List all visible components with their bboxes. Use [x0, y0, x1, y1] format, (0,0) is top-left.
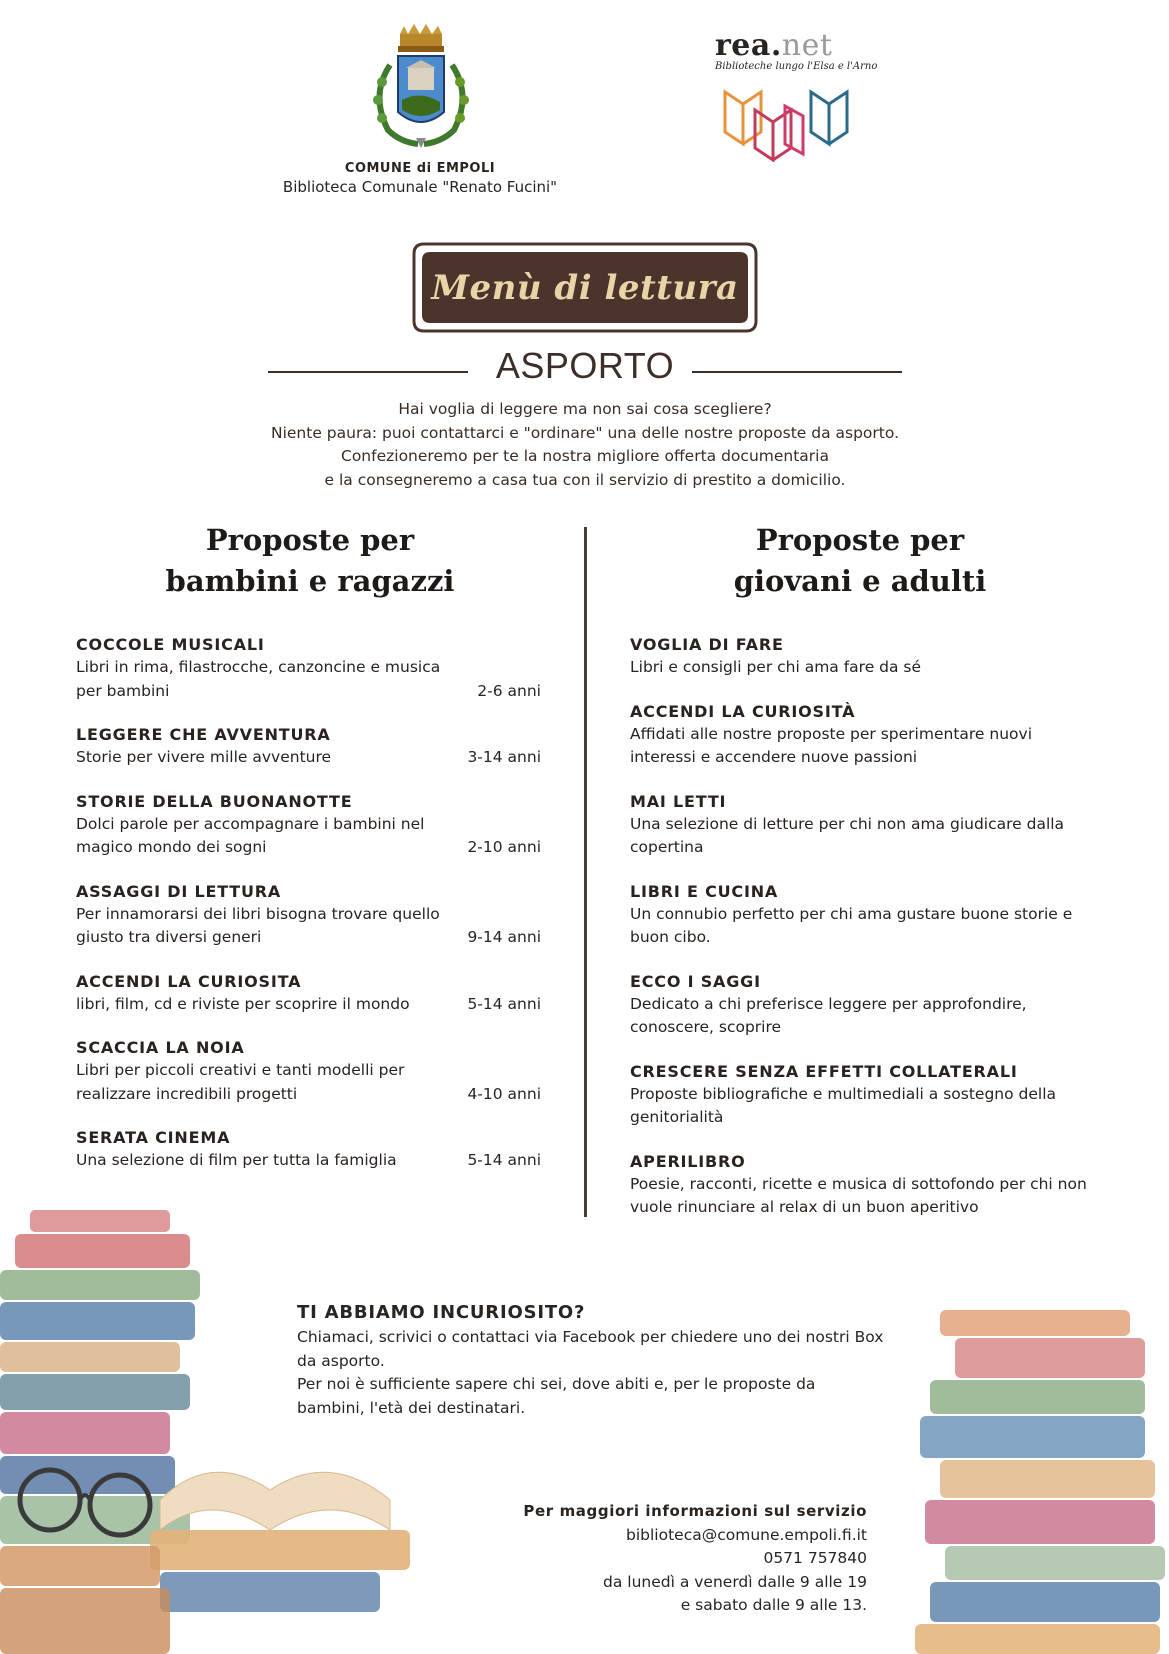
list-item: [630, 1061, 1100, 1130]
contact-info: [460, 1500, 867, 1618]
menu-title: Menù di lettura: [431, 267, 739, 308]
books-logo-icon: [715, 82, 855, 162]
item-title: SCACCIA LA NOIA: [76, 1038, 245, 1057]
item-description: Libri e consigli per chi ama fare da sé: [630, 658, 922, 676]
item-description: libri, film, cd e riviste per scoprire il mondo: [76, 994, 410, 1013]
library-name: Biblioteca Comunale "Renato Fucini": [282, 178, 558, 196]
item-title: ECCO I SAGGI: [630, 971, 761, 991]
contact-hours: e sabato dalle 9 alle 13.: [680, 1596, 867, 1614]
item-age: 9-14 anni: [467, 928, 541, 946]
item-description: Storie per vivere mille avventure: [76, 748, 332, 766]
list-item: [630, 791, 1100, 860]
item-title: MAI LETTI: [630, 791, 727, 811]
list-item: [630, 634, 1100, 680]
item-description: Affidati alle nostre proposte per sperimentare nuovi interessi e accendere nuove passioni: [630, 724, 1033, 766]
item-description: Una selezione di letture per chi non ama giudicare dalla copertina: [630, 814, 1065, 856]
item-description: Proposte bibliografiche e multimediali a sostegno della genitorialità: [630, 1084, 1057, 1126]
intro-text: [200, 398, 970, 492]
comune-name: COMUNE di EMPOLI: [344, 161, 496, 176]
item-age: 2-10 anni: [467, 838, 541, 856]
item-age: 2-6 anni: [477, 681, 541, 700]
list-item: [76, 1037, 541, 1106]
list-item: [76, 1127, 541, 1173]
item-age: 5-14 anni: [467, 1151, 541, 1169]
column-divider: [584, 527, 587, 1217]
left-column-title: [100, 520, 520, 602]
reanet-logo: [715, 28, 915, 166]
item-description: Per innamorarsi dei libri bisogna trovare quello giusto tra diversi generi: [76, 904, 440, 946]
right-title-line: giovani e adulti: [733, 564, 987, 598]
left-items-list: [76, 634, 541, 1194]
curious-title: TI ABBIAMO INCURIOSITO?: [297, 1302, 586, 1323]
item-title: ACCENDI LA CURIOSITÀ: [630, 701, 856, 721]
item-age: 3-14 anni: [467, 748, 541, 766]
comune-header: [255, 20, 585, 196]
intro-line: Niente paura: puoi contattarci e "ordinare" una delle nostre proposte da asporto.: [271, 423, 899, 442]
left-title-line: Proposte per: [205, 523, 415, 557]
reanet-title-accent: net: [781, 28, 833, 63]
curious-paragraph: Chiamaci, scrivici o contattaci via Facebook per chiedere uno dei nostri Box da asporto.: [297, 1328, 884, 1370]
item-title: LEGGERE CHE AVVENTURA: [76, 725, 331, 744]
item-age: 5-14 anni: [467, 994, 541, 1013]
asporto-label: ASPORTO: [495, 345, 675, 386]
reanet-title: [715, 28, 915, 63]
list-item: [76, 881, 541, 950]
list-item: [76, 971, 541, 1017]
left-title-line: bambini e ragazzi: [165, 564, 455, 598]
contact-hours: da lunedì a venerdì dalle 9 alle 19: [603, 1572, 867, 1591]
right-column-title: [640, 520, 1080, 602]
item-title: CRESCERE SENZA EFFETTI COLLATERALI: [630, 1061, 1018, 1081]
list-item: [76, 634, 541, 703]
intro-line: Confezioneremo per te la nostra migliore offerta documentaria: [341, 447, 829, 465]
list-item: [76, 791, 541, 860]
right-title-line: Proposte per: [755, 523, 965, 557]
list-item: [630, 971, 1100, 1040]
curious-paragraph: Per noi è sufficiente sapere chi sei, dove abiti e, per le proposte da bambini, l'età dei destinatari.: [297, 1375, 816, 1417]
item-age: 4-10 anni: [467, 1084, 541, 1103]
reanet-title-main: rea.: [715, 28, 782, 63]
item-title: SERATA CINEMA: [76, 1128, 231, 1147]
item-description: Una selezione di film per tutta la famiglia: [76, 1151, 397, 1169]
right-items-list: [630, 634, 1100, 1241]
contact-email[interactable]: biblioteca@comune.empoli.fi.it: [626, 1525, 867, 1544]
contact-phone[interactable]: 0571 757840: [763, 1549, 867, 1567]
item-description: Libri in rima, filastrocche, canzoncine e musica per bambini: [76, 658, 441, 700]
list-item: [76, 724, 541, 770]
list-item: [630, 1151, 1100, 1220]
item-description: Dedicato a chi preferisce leggere per approfondire, conoscere, scoprire: [630, 994, 1027, 1036]
item-title: ACCENDI LA CURIOSITA: [76, 971, 302, 991]
item-description: Dolci parole per accompagnare i bambini nel magico mondo dei sogni: [76, 814, 425, 856]
comune-crest-icon: [360, 20, 480, 155]
contact-title: Per maggiori informazioni sul servizio: [523, 1502, 867, 1520]
item-description: Libri per piccoli creativi e tanti modelli per realizzare incredibili progetti: [76, 1061, 405, 1103]
menu-banner: [410, 240, 760, 335]
book-stack-left-icon: [0, 1200, 470, 1654]
intro-line: Hai voglia di leggere ma non sai cosa scegliere?: [398, 400, 772, 418]
intro-line: e la consegneremo a casa tua con il servizio di prestito a domicilio.: [324, 470, 846, 489]
item-title: LIBRI E CUCINA: [630, 881, 779, 901]
item-title: STORIE DELLA BUONANOTTE: [76, 791, 353, 811]
list-item: [630, 701, 1100, 770]
reanet-subtitle: Biblioteche lungo l'Elsa e l'Arno: [715, 61, 878, 72]
book-stack-right-icon: [900, 1300, 1169, 1654]
asporto-heading: [268, 345, 902, 395]
item-title: VOGLIA DI FARE: [630, 635, 784, 654]
curious-section: [297, 1300, 887, 1420]
item-title: APERILIBRO: [630, 1151, 746, 1171]
item-title: ASSAGGI DI LETTURA: [76, 881, 282, 901]
list-item: [630, 881, 1100, 950]
item-description: Poesie, racconti, ricette e musica di sottofondo per chi non vuole rinunciare al relax di un buon aperitivo: [630, 1174, 1087, 1216]
item-description: Un connubio perfetto per chi ama gustare buone storie e buon cibo.: [630, 904, 1073, 946]
item-title: COCCOLE MUSICALI: [76, 635, 265, 654]
